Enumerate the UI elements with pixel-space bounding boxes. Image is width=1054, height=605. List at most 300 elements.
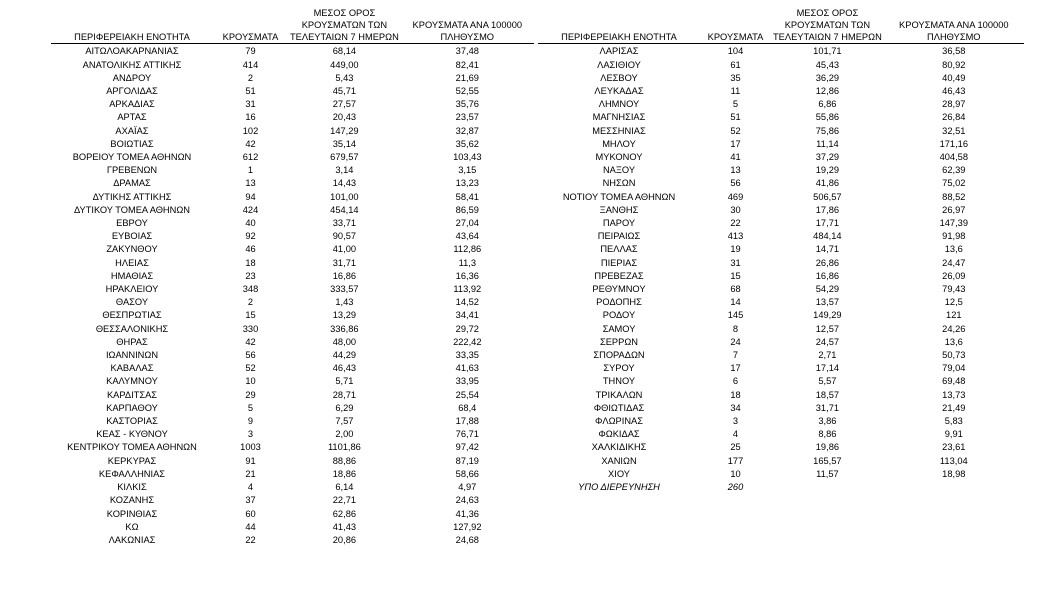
region-cell: ΤΗΝΟΥ	[602, 376, 636, 387]
cases-cell: 3	[247, 429, 254, 440]
region-cell: ΑΧΑΪΑΣ	[115, 125, 149, 136]
avg7-cell: 20,86	[332, 534, 357, 545]
per100k-cell: 82,41	[455, 59, 479, 70]
avg7-cell: 22,71	[332, 495, 357, 506]
avg7-cell: 18,57	[815, 389, 840, 400]
table-row	[538, 323, 1024, 336]
region-cell: ΑΡΓΟΛΙΔΑΣ	[106, 86, 158, 96]
region-cell: ΑΝΑΤΟΛΙΚΗΣ ΑΤΤΙΚΗΣ	[82, 59, 182, 70]
cases-cell: 23	[245, 270, 256, 281]
avg7-cell: 33,71	[332, 218, 357, 229]
per100k-cell: 86,59	[455, 204, 479, 215]
avg7-cell: 147,29	[330, 125, 359, 136]
region-cell: ΞΑΝΘΗΣ	[599, 204, 639, 215]
table-header-row	[51, 8, 534, 44]
region-cell: ΜΗΛΟΥ	[602, 138, 636, 149]
per100k-cell: 32,87	[455, 125, 479, 136]
cases-cell: 11	[730, 86, 741, 96]
region-cell: ΠΕΙΡΑΙΩΣ	[597, 231, 641, 242]
region-cell: ΘΗΡΑΣ	[116, 336, 148, 347]
avg7-cell: 13,57	[815, 297, 840, 308]
table-row	[538, 177, 1024, 190]
region-cell: ΕΒΡΟΥ	[116, 218, 148, 229]
per100k-cell: 37,48	[455, 46, 479, 57]
empty-cell	[771, 481, 884, 494]
region-cell: ΚΑΛΥΜΝΟΥ	[106, 376, 158, 387]
per100k-cell: 40,49	[942, 72, 966, 83]
region-cell: ΚΕΝΤΡΙΚΟΥ ΤΟΜΕΑ ΑΘΗΝΩΝ	[67, 442, 197, 453]
under-investigation-row	[538, 481, 1024, 494]
table-row	[51, 481, 534, 494]
avg7-cell: 11,14	[816, 138, 839, 149]
cases-cell: 51	[245, 86, 256, 96]
cases-cell: 92	[245, 231, 256, 242]
avg7-cell: 5,57	[818, 376, 837, 387]
avg7-cell: 16,86	[332, 270, 357, 281]
table-row	[51, 508, 534, 521]
cases-cell: 1003	[240, 442, 261, 453]
per100k-cell: 121	[946, 310, 962, 321]
cases-cell: 7	[732, 350, 739, 361]
cases-cell: 42	[245, 138, 256, 149]
avg7-cell: 165,57	[813, 455, 842, 466]
table-row	[538, 270, 1024, 283]
per100k-cell: 3,15	[458, 165, 477, 176]
region-cell: ΝΟΤΙΟΥ ΤΟΜΕΑ ΑΘΗΝΩΝ	[562, 191, 676, 202]
per100k-cell: 147,39	[939, 218, 969, 229]
region-cell: ΒΟΡΕΙΟΥ ΤΟΜΕΑ ΑΘΗΝΩΝ	[72, 152, 192, 163]
avg7-cell: 20,43	[332, 112, 357, 123]
avg7-cell: 45,43	[815, 59, 840, 70]
cases-cell: 31	[245, 99, 256, 110]
avg7-cell: 88,86	[332, 455, 357, 466]
avg7-cell: 1101,86	[327, 442, 361, 453]
cases-cell: 15	[245, 310, 256, 321]
region-cell: ΚΙΛΚΙΣ	[117, 482, 147, 493]
header-region: ΠΕΡΙΦΕΡΕΙΑΚΗ ΕΝΟΤΗΤΑ	[538, 8, 700, 44]
cases-cell: 413	[727, 231, 744, 242]
avg7-cell: 14,71	[815, 244, 840, 255]
cases-cell: 4	[247, 482, 254, 493]
per100k-cell: 41,36	[455, 508, 479, 519]
table-row	[51, 151, 534, 164]
per100k-cell: 58,66	[455, 468, 479, 479]
per100k-cell: 23,57	[455, 112, 479, 123]
table-row	[538, 72, 1024, 85]
cases-cell: 22	[245, 534, 256, 545]
avg7-cell: 5,71	[335, 376, 354, 387]
region-cell: ΛΕΥΚΑΔΑΣ	[594, 86, 644, 96]
avg7-cell: 16,86	[815, 270, 840, 281]
avg7-cell: 41,00	[332, 244, 357, 255]
table-row	[538, 85, 1024, 98]
per100k-cell: 113,04	[939, 455, 968, 466]
cases-cell: 42	[245, 336, 256, 347]
table-row	[51, 59, 534, 72]
cases-cell: 46	[245, 244, 256, 255]
table-row	[51, 415, 534, 428]
per100k-cell: 24,47	[942, 257, 966, 268]
cases-cell: 40	[245, 218, 256, 229]
table-row	[51, 375, 534, 388]
cases-cell: 37	[245, 495, 256, 506]
avg7-cell: 54,29	[815, 284, 840, 295]
per100k-cell: 23,61	[942, 442, 966, 453]
avg7-cell: 90,57	[332, 231, 357, 242]
per100k-cell: 28,97	[942, 99, 966, 110]
cases-cell: 18	[730, 389, 741, 400]
per100k-cell: 25,54	[455, 389, 479, 400]
table-row	[51, 336, 534, 349]
table-row	[538, 217, 1024, 230]
per100k-cell: 13,23	[455, 178, 479, 189]
per100k-cell: 11,3	[458, 257, 476, 268]
cases-cell: 5	[732, 99, 739, 110]
cases-cell: 56	[245, 350, 256, 361]
per100k-cell: 46,43	[942, 86, 966, 96]
region-cell: ΝΗΣΩΝ	[602, 178, 636, 189]
region-cell: ΚΕΦΑΛΛΗΝΙΑΣ	[98, 468, 166, 479]
cases-cell: 9	[247, 416, 254, 427]
region-cell: ΣΕΡΡΩΝ	[599, 336, 638, 347]
cases-cell: 3	[732, 416, 739, 427]
header-cases: ΚΡΟΥΣΜΑΤΑ	[700, 8, 771, 44]
per100k-cell: 52,55	[455, 86, 479, 96]
header-avg7-line2: ΚΡΟΥΣΜΑΤΩΝ ΤΩΝ	[301, 19, 388, 30]
table-row	[538, 59, 1024, 72]
table-row	[51, 98, 534, 111]
avg7-cell: 12,57	[815, 323, 840, 334]
header-per100k-line1: ΚΡΟΥΣΜΑΤΑ ΑΝΑ 100000	[899, 19, 1009, 30]
avg7-cell: 506,57	[813, 191, 842, 202]
region-cell: ΠΡΕΒΕΖΑΣ	[594, 270, 644, 281]
table-row	[538, 44, 1024, 59]
cases-cell: 61	[730, 59, 741, 70]
region-cell: ΤΡΙΚΑΛΩΝ	[595, 389, 643, 400]
table-row	[51, 534, 534, 547]
region-cell: ΣΠΟΡΑΔΩΝ	[593, 350, 645, 361]
table-row	[51, 389, 534, 402]
table-row	[538, 349, 1024, 362]
table-row	[538, 230, 1024, 243]
per100k-cell: 50,73	[942, 350, 966, 361]
region-cell: ΦΩΚΙΔΑΣ	[598, 429, 640, 440]
per100k-cell: 32,51	[942, 125, 966, 136]
table-row	[538, 375, 1024, 388]
avg7-cell: 101,71	[813, 46, 842, 57]
table-row	[51, 455, 534, 468]
region-cell: ΑΡΤΑΣ	[117, 112, 147, 123]
cases-cell: 31	[730, 257, 741, 268]
table-row	[538, 111, 1024, 124]
cases-cell: 2	[247, 297, 254, 308]
avg7-cell: 12,86	[815, 86, 840, 96]
header-per100k-line2: ΠΛΗΘΥΣΜΟ	[440, 31, 495, 42]
avg7-cell: 24,57	[815, 336, 840, 347]
cases-cell: 102	[242, 125, 259, 136]
cases-cell: 469	[727, 191, 744, 202]
per100k-cell: 24,26	[942, 323, 966, 334]
per100k-cell: 21,69	[455, 72, 479, 83]
avg7-cell: 7,57	[335, 416, 354, 427]
cases-cell: 44	[245, 521, 256, 532]
region-cell: ΔΡΑΜΑΣ	[113, 178, 151, 189]
avg7-cell: 26,86	[815, 257, 840, 268]
region-cell: ΚΑΣΤΟΡΙΑΣ	[106, 416, 158, 427]
region-cell: ΡΟΔΟΠΗΣ	[596, 297, 642, 308]
table-row	[51, 309, 534, 322]
per100k-cell: 17,88	[455, 416, 479, 427]
table-row	[538, 336, 1024, 349]
region-cell: ΘΑΣΟΥ	[115, 297, 149, 308]
right-cases-table	[538, 8, 1024, 494]
avg7-cell: 28,71	[332, 389, 357, 400]
avg7-cell: 18,86	[332, 468, 357, 479]
table-row	[538, 468, 1024, 481]
cases-cell: 10	[245, 376, 256, 387]
cases-cell: 612	[242, 152, 259, 163]
table-row	[51, 85, 534, 98]
avg7-cell: 336,86	[330, 323, 359, 334]
cases-cell: 16	[245, 112, 256, 123]
per100k-cell: 26,97	[942, 204, 966, 215]
region-cell: ΣΥΡΟΥ	[603, 363, 635, 374]
region-cell: ΕΥΒΟΙΑΣ	[111, 231, 153, 242]
region-cell: ΚΩ	[125, 521, 139, 532]
region-cell: ΓΡΕΒΕΝΩΝ	[106, 165, 158, 176]
avg7-cell: 41,86	[815, 178, 840, 189]
per100k-cell: 62,39	[942, 165, 966, 176]
region-cell: ΔΥΤΙΚΟΥ ΤΟΜΕΑ ΑΘΗΝΩΝ	[73, 204, 191, 215]
per100k-cell: 79,04	[942, 363, 966, 374]
per100k-cell: 43,64	[455, 231, 479, 242]
per100k-cell: 33,95	[455, 376, 479, 387]
per100k-cell: 29,72	[455, 323, 479, 334]
region-cell: ΠΙΕΡΙΑΣ	[600, 257, 638, 268]
per100k-cell: 12,5	[944, 297, 963, 308]
per100k-cell: 68,4	[458, 402, 477, 413]
avg7-cell: 31,71	[332, 257, 357, 268]
cases-cell: 2	[247, 72, 254, 83]
avg7-cell: 679,57	[330, 152, 359, 163]
header-region: ΠΕΡΙΦΕΡΕΙΑΚΗ ΕΝΟΤΗΤΑ	[51, 8, 213, 44]
per100k-cell: 35,76	[455, 99, 479, 110]
per100k-cell: 404,58	[939, 152, 969, 163]
cases-cell: 10	[730, 468, 741, 479]
per100k-cell: 91,98	[942, 231, 966, 242]
avg7-cell: 68,14	[332, 46, 357, 57]
avg7-cell: 35,14	[332, 138, 357, 149]
table-row	[51, 362, 534, 375]
avg7-cell: 41,43	[332, 521, 357, 532]
region-cell: ΖΑΚΥΝΘΟΥ	[106, 244, 158, 255]
avg7-cell: 55,86	[815, 112, 840, 123]
table-row	[51, 177, 534, 190]
per100k-cell: 14,52	[455, 297, 479, 308]
avg7-cell: 31,71	[815, 402, 840, 413]
table-row	[51, 521, 534, 534]
region-cell: ΛΕΣΒΟΥ	[600, 72, 638, 83]
per100k-cell: 36,58	[942, 46, 966, 57]
per100k-cell: 5,83	[944, 416, 963, 427]
per100k-cell: 58,41	[455, 191, 479, 202]
cases-cell: 1	[247, 165, 254, 176]
avg7-cell: 17,86	[815, 204, 840, 215]
header-avg7-line3: ΤΕΛΕΥΤΑΙΩΝ 7 ΗΜΕΡΩΝ	[773, 31, 882, 42]
cases-cell: 52	[245, 363, 256, 374]
table-row	[538, 309, 1024, 322]
region-cell: ΘΕΣΠΡΩΤΙΑΣ	[102, 310, 162, 321]
table-row	[51, 283, 534, 296]
avg7-cell: 484,14	[813, 231, 842, 242]
table-row	[538, 428, 1024, 441]
table-row	[538, 98, 1024, 111]
avg7-cell: 2,00	[335, 429, 354, 440]
table-row	[51, 44, 534, 59]
avg7-cell: 11,57	[816, 468, 839, 479]
region-cell: ΜΕΣΣΗΝΙΑΣ	[592, 125, 646, 136]
empty-cell	[884, 481, 1024, 494]
per100k-cell: 41,63	[455, 363, 479, 374]
cases-cell: 94	[245, 191, 256, 202]
header-cases: ΚΡΟΥΣΜΑΤΑ	[213, 8, 288, 44]
avg7-cell: 101,00	[330, 191, 359, 202]
table-row	[538, 415, 1024, 428]
header-avg7-line1: ΜΕΣΟΣ ΟΡΟΣ	[313, 8, 376, 18]
header-avg7-line1: ΜΕΣΟΣ ΟΡΟΣ	[796, 8, 859, 18]
avg7-cell: 46,43	[332, 363, 357, 374]
region-cell: ΚΕΡΚΥΡΑΣ	[107, 455, 157, 466]
table-row	[538, 204, 1024, 217]
region-cell: ΚΑΡΔΙΤΣΑΣ	[106, 389, 158, 400]
header-avg7	[288, 8, 401, 44]
region-cell: ΦΛΩΡΙΝΑΣ	[594, 416, 644, 427]
avg7-cell: 5,43	[335, 72, 354, 83]
table-row	[538, 151, 1024, 164]
header-per100k	[884, 8, 1024, 44]
avg7-cell: 44,29	[332, 350, 357, 361]
per100k-cell: 87,19	[455, 455, 479, 466]
table-row	[538, 441, 1024, 454]
per100k-cell: 76,71	[455, 429, 479, 440]
cases-cell: 56	[730, 178, 741, 189]
avg7-cell: 19,29	[815, 165, 840, 176]
cases-cell: 424	[242, 204, 259, 215]
cases-cell: 13	[245, 178, 256, 189]
table-row	[51, 402, 534, 415]
avg7-cell: 14,43	[332, 178, 357, 189]
cases-cell: 15	[730, 270, 741, 281]
table-row	[51, 323, 534, 336]
table-row	[51, 296, 534, 309]
table-row	[51, 243, 534, 256]
region-cell: ΝΑΞΟΥ	[602, 165, 636, 176]
table-row	[538, 125, 1024, 138]
cases-cell: 52	[730, 125, 741, 136]
table-row	[538, 402, 1024, 415]
cases-cell: 4	[732, 429, 739, 440]
per100k-cell: 13,73	[942, 389, 966, 400]
cases-cell: 19	[730, 244, 741, 255]
cases-cell: 17	[730, 363, 741, 374]
table-row	[51, 125, 534, 138]
avg7-cell: 2,71	[818, 350, 837, 361]
cases-cell: 414	[242, 59, 259, 70]
cases-cell: 29	[245, 389, 256, 400]
cases-cell: 79	[245, 46, 256, 57]
region-cell: ΑΝΔΡΟΥ	[112, 72, 152, 83]
per100k-cell: 75,02	[942, 178, 966, 189]
region-cell: ΧΑΝΙΩΝ	[601, 455, 637, 466]
table-row	[538, 389, 1024, 402]
header-avg7	[771, 8, 884, 44]
per100k-cell: 9,91	[944, 429, 963, 440]
per100k-cell: 222,42	[453, 336, 482, 347]
cases-cell: 60	[245, 508, 256, 519]
table-row	[51, 72, 534, 85]
region-cell: ΔΥΤΙΚΗΣ ΑΤΤΙΚΗΣ	[92, 191, 172, 202]
cases-cell: 34	[730, 402, 741, 413]
region-cell: ΛΗΜΝΟΥ	[598, 99, 640, 110]
per100k-cell: 21,49	[942, 402, 966, 413]
avg7-cell: 6,29	[335, 402, 354, 413]
avg7-cell: 48,00	[332, 336, 357, 347]
avg7-cell: 149,29	[813, 310, 842, 321]
table-row	[538, 455, 1024, 468]
table-row	[51, 138, 534, 151]
region-cell: ΜΥΚΟΝΟΥ	[595, 152, 643, 163]
region-cell: ΡΟΔΟΥ	[602, 310, 636, 321]
cases-cell: 6	[732, 376, 739, 387]
header-per100k	[401, 8, 534, 44]
region-cell: ΑΡΚΑΔΙΑΣ	[109, 99, 155, 110]
avg7-cell: 27,57	[332, 99, 357, 110]
region-cell: ΚΟΖΑΝΗΣ	[109, 495, 155, 506]
per100k-cell: 103,43	[453, 152, 482, 163]
cases-cell: 24	[730, 336, 741, 347]
region-cell: ΗΜΑΘΙΑΣ	[110, 270, 154, 281]
avg7-cell: 1,43	[335, 297, 354, 308]
table-row	[51, 428, 534, 441]
table-row	[538, 296, 1024, 309]
region-cell: ΙΩΑΝΝΙΝΩΝ	[105, 350, 159, 361]
cases-cell: 18	[245, 257, 256, 268]
table-row	[538, 243, 1024, 256]
table-row	[51, 270, 534, 283]
table-row	[51, 257, 534, 270]
avg7-cell: 45,71	[332, 86, 357, 96]
cases-cell: 41	[730, 152, 741, 163]
header-per100k-line2: ΠΛΗΘΥΣΜΟ	[927, 31, 981, 42]
table-row	[51, 230, 534, 243]
per100k-cell: 18,98	[942, 468, 966, 479]
per100k-cell: 24,68	[455, 534, 479, 545]
cases-cell: 330	[242, 323, 259, 334]
avg7-cell: 333,57	[330, 284, 359, 295]
per100k-cell: 27,04	[455, 218, 479, 229]
header-avg7-line3: ΤΕΛΕΥΤΑΙΩΝ 7 ΗΜΕΡΩΝ	[290, 31, 399, 42]
avg7-cell: 8,86	[818, 429, 837, 440]
table-row	[51, 349, 534, 362]
cases-cell: 25	[730, 442, 741, 453]
cases-cell: 8	[732, 323, 739, 334]
table-row	[51, 217, 534, 230]
per100k-cell: 69,48	[942, 376, 966, 387]
cases-cell: 51	[730, 112, 741, 123]
avg7-cell: 6,86	[818, 99, 837, 110]
table-row	[51, 204, 534, 217]
cases-cell: 145	[727, 310, 744, 321]
